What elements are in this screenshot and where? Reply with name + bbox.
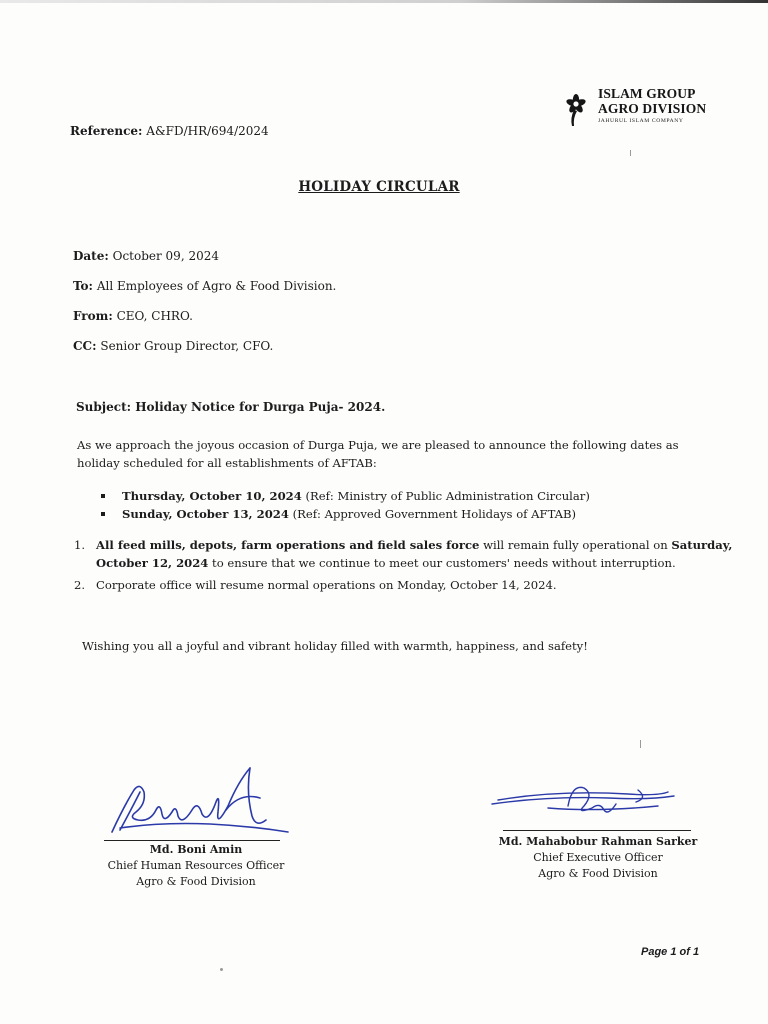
signatory-left-division: Agro & Food Division: [136, 875, 256, 888]
signatory-right: [498, 834, 698, 882]
logo-line-2: AGRO DIVISION: [598, 101, 707, 116]
signatory-left-name: Md. Boni Amin: [149, 843, 243, 856]
from-value: CEO, CHRO.: [112, 309, 193, 323]
scan-speck: [220, 968, 223, 971]
logo-line-1: ISLAM GROUP: [598, 86, 696, 101]
reference-line: [70, 124, 269, 138]
signatory-right-name: Md. Mahabobur Rahman Sarker: [498, 835, 698, 848]
logo-line-3: JAHURUL ISLAM COMPANY: [598, 118, 684, 124]
signature-line-right: [503, 830, 691, 831]
scan-speck: [630, 150, 631, 156]
list-item: [74, 576, 734, 594]
holiday-ref: (Ref: Ministry of Public Administration Circular): [301, 489, 590, 503]
holiday-list: [100, 487, 590, 523]
list-item: [100, 505, 590, 523]
closing-line: Wishing you all a joyful and vibrant holiday filled with warmth, happiness, and safety!: [82, 639, 588, 653]
holiday-date: Thursday, October 10, 2024: [122, 489, 302, 503]
company-logo: [556, 86, 736, 130]
to-label: To:: [73, 279, 93, 293]
cc-field: [73, 339, 273, 353]
note-text: will remain fully operational on: [479, 538, 672, 552]
note-number: 2.: [74, 578, 86, 592]
holiday-date: Sunday, October 13, 2024: [122, 507, 289, 521]
list-item: [74, 536, 734, 572]
cc-label: CC:: [73, 339, 97, 353]
subject-line: Subject: Holiday Notice for Durga Puja- 2024.: [76, 400, 386, 414]
note-bold: Saturday, October 12, 2024: [96, 538, 733, 570]
intro-paragraph: As we approach the joyous occasion of Durga Puja, we are pleased to announce the following dates as holiday scheduled for all establishments of AFTAB:: [77, 438, 679, 470]
scan-edge: [0, 0, 768, 3]
from-field: [73, 309, 193, 323]
signature-line-left: [104, 840, 280, 841]
signatory-right-title: Chief Executive Officer: [533, 851, 663, 864]
date-label: Date:: [73, 249, 109, 263]
note-text: to ensure that we continue to meet our customers' needs without interruption.: [208, 556, 676, 570]
note-number: 1.: [74, 538, 86, 552]
from-label: From:: [73, 309, 113, 323]
reference-label: Reference:: [70, 124, 143, 138]
signatory-left-title: Chief Human Resources Officer: [107, 859, 285, 872]
page-title: HOLIDAY CIRCULAR: [298, 179, 460, 195]
date-field: [73, 249, 219, 263]
to-value: All Employees of Agro & Food Division.: [93, 279, 337, 293]
holiday-ref: (Ref: Approved Government Holidays of AFTAB): [288, 507, 577, 521]
signatory-right-division: Agro & Food Division: [538, 867, 658, 880]
notes-list: [74, 536, 734, 598]
note-bold: All feed mills, depots, farm operations and field sales force: [96, 538, 480, 552]
signature-left: [100, 762, 300, 842]
date-value: October 09, 2024: [108, 249, 219, 263]
to-field: [73, 279, 336, 293]
signature-right: [488, 772, 688, 822]
cc-value: Senior Group Director, CFO.: [96, 339, 274, 353]
flower-logo-icon: [556, 86, 594, 128]
reference-value: A&FD/HR/694/2024: [142, 124, 269, 138]
list-item: [100, 487, 590, 505]
page-number: Page 1 of 1: [641, 946, 700, 958]
note-text: Corporate office will resume normal operations on Monday, October 14, 2024.: [96, 578, 557, 592]
scan-speck: [640, 740, 641, 748]
signatory-left: [96, 842, 296, 890]
